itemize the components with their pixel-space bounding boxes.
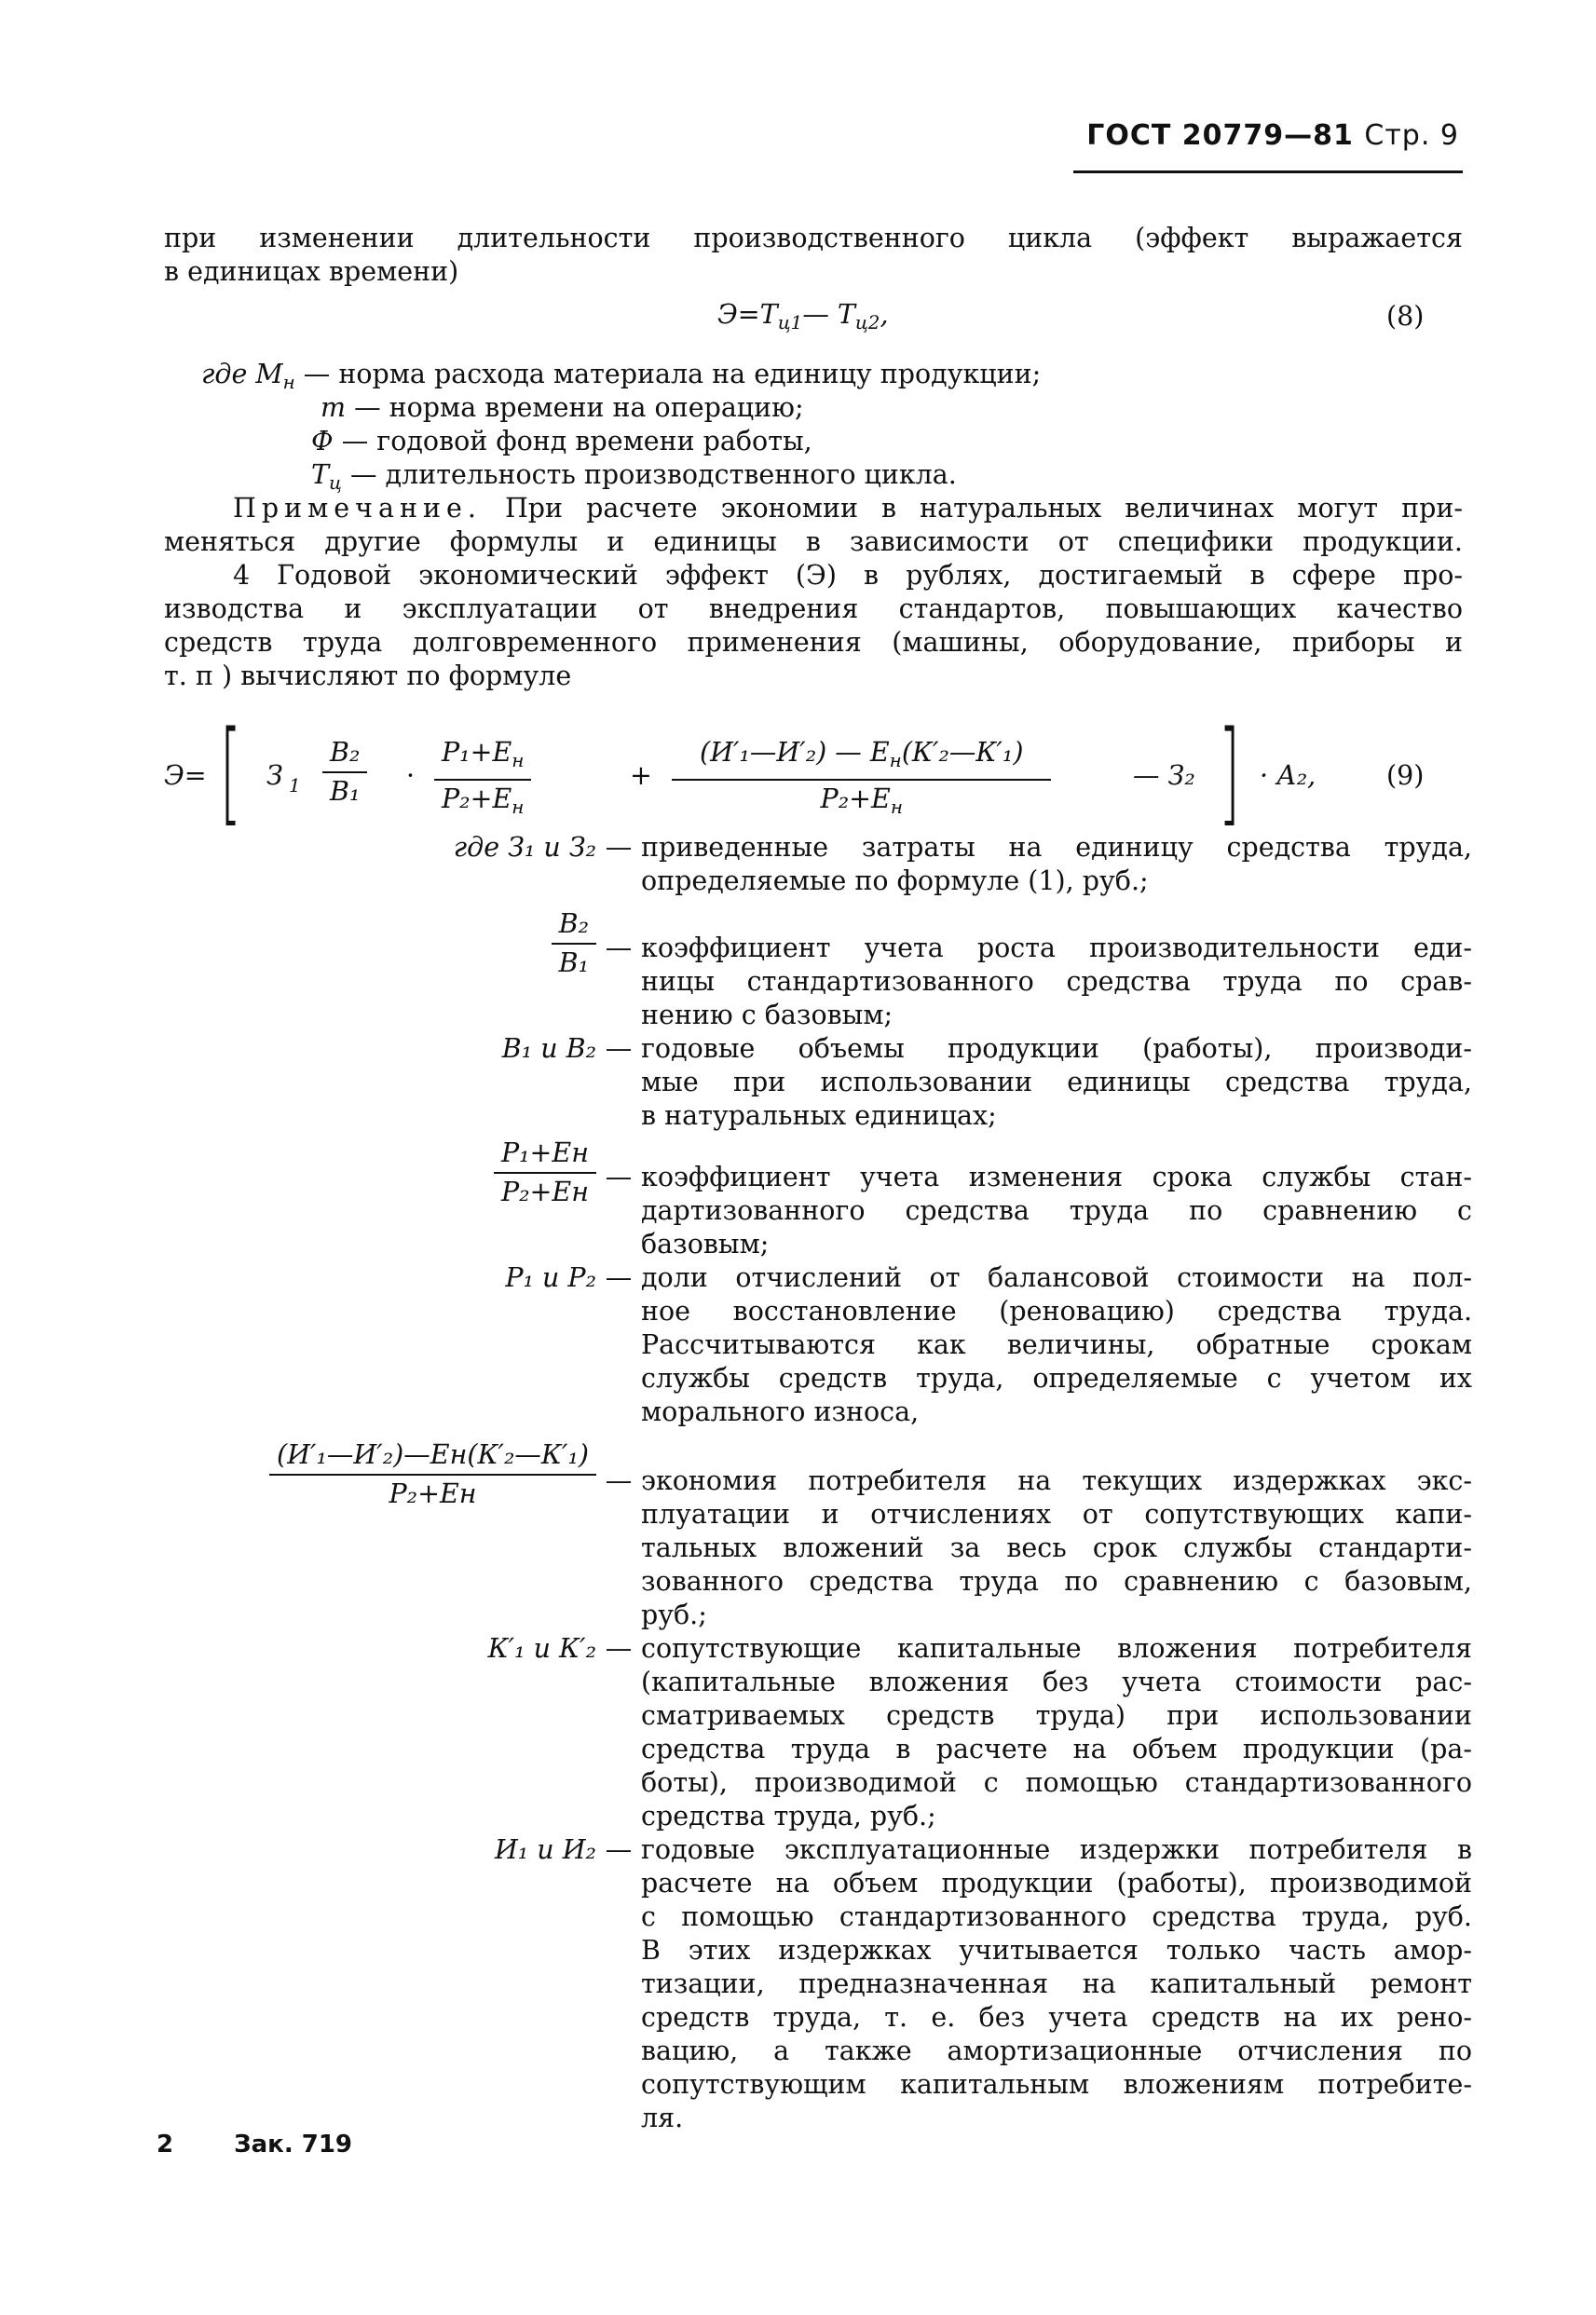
formula-9-number: (9) [1386,760,1425,791]
def-k1-k2: К′₁ и К′₂ — сопутствующие капитальные вложения потребителя (капитальные вложения без учета стоимости рас- сматриваемых средств труда) при использовании средства труда в расчете на объем продукции (ра- боты), производимой с помощью стандартизованного средства труда, руб.; [487,1633,1472,1832]
page-number: Стр. 9 [1364,119,1459,152]
para4-line-2: изводства и эксплуатации от внедрения стандартов, повышающих качество [164,593,1463,624]
where8-row-2: т — норма времени на операцию; [321,392,804,423]
def-economy: $\frac{\text{(И′₁—И′₂)—Ен(К′₂—К′₁)}}{\text{Р₂+Ен}}$ — экономия потребителя на текущих издержках экс- плуатации и отчислениях от сопутствующих капи- тальных вложений за весь срок службы стандарти- зованного средства труда по сравнению с базовым, руб.; [168,1437,1472,1632]
p-ratio: $Р_1+Е_н$ $Р_2+Е_н$ [434,736,531,824]
def-i1-i2: И₁ и И₂ — годовые эксплуатационные издержки потребителя в расчете на объем продукции (работы), производимой с помощью стандартизованного средства труда, руб. В этих издержках учитывается только часть амор- тизации, предназначенная на капитальный ремонт средств труда, т. е. без учета средств на их рено- вацию, а также амортизационные отчисления по сопутствующим капитальным вложениям потребите- ля. [494,1834,1472,2133]
page-header [1086,119,1459,153]
header-rule [1073,170,1463,173]
note-line-1: Примечание. При расчете экономии в натуральных величинах могут при- [233,493,1463,524]
standard-title: ГОСТ 20779—81 [1086,119,1354,152]
b2-over-b1: В₂ В₁ [322,736,367,809]
formula-8-number: (8) [1386,301,1425,332]
def-z1-z2: где З₁ и З₂ — приведенные затраты на единицу средства труда, определяемые по формуле (1), руб.; [453,832,1472,896]
left-bracket: [ [219,708,242,837]
formula-8: $Э=Т_{ц1}—$ $Т_{ц2}$, [717,299,889,334]
where8-row-4: $Т_ц$ — длительность производственного цикла. [311,459,957,494]
note-label: Примечание. [233,493,482,524]
para4-line-3: средств труда долговременного применения (машины, оборудование, приборы и [164,627,1463,658]
formula-9: Э= [ З 1 В₂ В₁ · $Р_1+Е_н$ $Р_2+Е_н$ + (И′₁—И′₂) — $Е_н(К'_2—К'_1)$ $Р_2+Е_н$ — З₂ ] · А₂, (9) [164,708,1425,837]
footer-order-number: Зак. 719 [234,2131,353,2158]
intro-line-2: в единицах времени) [164,256,459,287]
economy-fraction: (И′₁—И′₂) — $Е_н(К'_2—К'_1)$ $Р_2+Е_н$ [672,736,1051,824]
footer-sheet-number: 2 [157,2131,174,2158]
page-footer [157,2128,352,2161]
intro-line-1: при изменении длительности производственного цикла (эффект выражается [164,223,1463,253]
para4-line-4: т. п ) вычисляют по формуле [164,660,572,691]
where8-row-3: Ф — годовой фонд времени работы, [311,426,812,456]
def-b2-b1: $\frac{\text{В₂}}{\text{В₁}}$ — коэффициент учета роста производительности еди- ницы стандартизованного средства труда по срав- нению с базовым; [168,904,1472,1032]
def-p1-p2: Р₁ и Р₂ — доли отчислений от балансовой стоимости на пол- ное восстановление (реновацию) средства труда. Рассчитываются как величины, обратные срокам службы средств труда, определяемые с учетом их морального износа, [505,1262,1472,1427]
para4-line-1: 4 Годовой экономический эффект (Э) в рублях, достигаемый в сфере про- [233,560,1463,591]
right-bracket: ] [1218,708,1241,837]
def-p-ratio: $\frac{\text{Р₁+Ен}}{\text{Р₂+Ен}}$ — коэффициент учета изменения срока службы стан- дартизованного средства труда по сравнению с базовым; [168,1133,1472,1261]
def-b1-b2: В₁ и В₂ — годовые объемы продукции (работы), производи- мые при использовании единицы средства труда, в натуральных единицах; [501,1033,1472,1131]
where8-row-1: где $М_н$ — норма расхода материала на единицу продукции; [201,359,1042,393]
note-line-2: меняться другие формулы и единицы в зависимости от специфики продукции. [164,526,1463,557]
definitions [168,831,1472,2135]
